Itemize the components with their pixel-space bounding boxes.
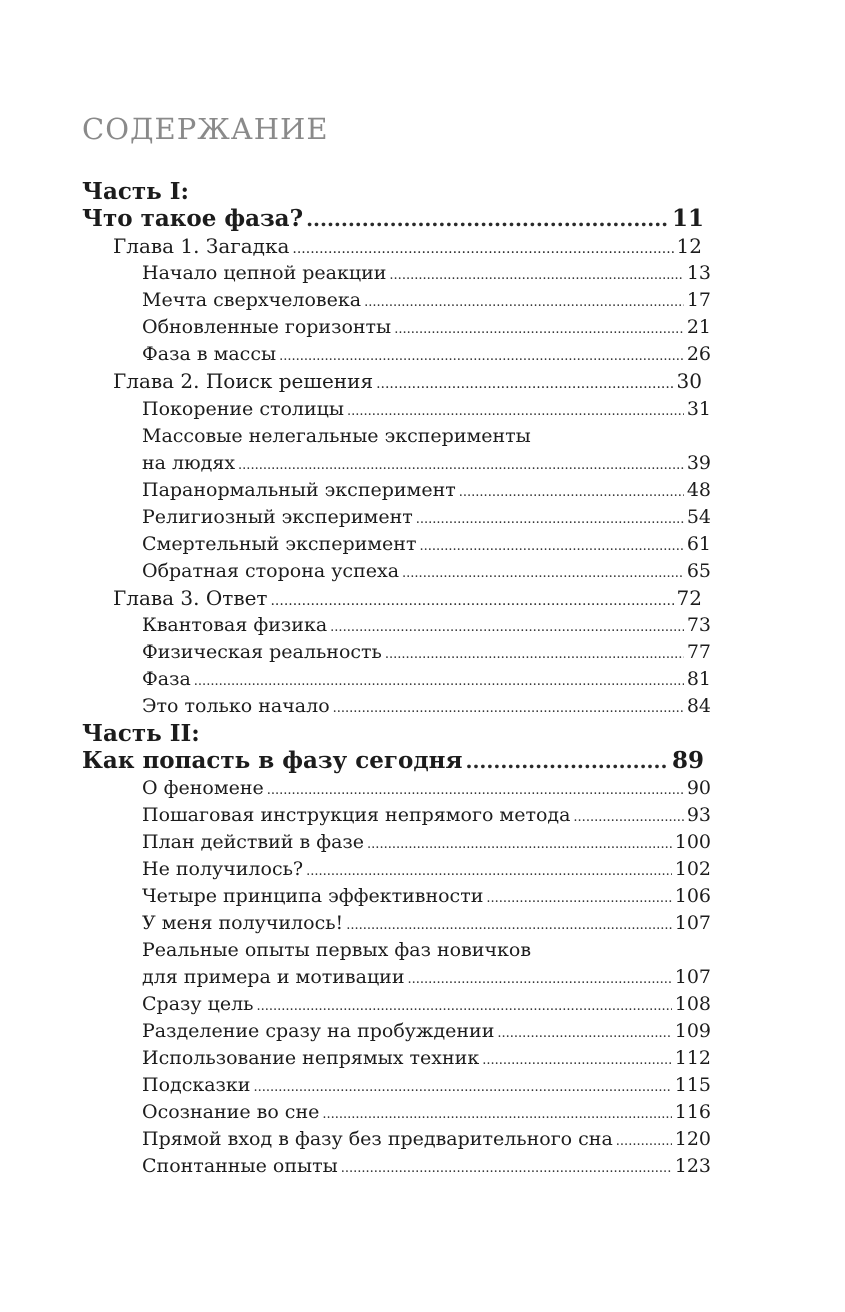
entry-title: О феномене (142, 777, 264, 799)
toc-entry[interactable] (142, 639, 711, 666)
page-number: 73 (686, 614, 711, 636)
toc-entry[interactable] (142, 504, 711, 531)
toc-entry[interactable] (142, 802, 711, 829)
toc-entry[interactable] (142, 775, 711, 802)
dot-leader (347, 398, 684, 425)
page-number: 120 (674, 1128, 711, 1150)
entry-title: Паранормальный эксперимент (142, 479, 456, 501)
entry-title: Что такое фаза? (82, 205, 304, 232)
toc-entry-first-line[interactable] (142, 937, 531, 964)
dot-leader (486, 885, 671, 912)
entry-title: Физическая реальность (142, 641, 382, 663)
part-2-label-text: Часть II: (82, 720, 200, 747)
entry-title: Глава 3. Ответ (113, 586, 268, 610)
page-number: 84 (686, 695, 711, 717)
entry-title: Реальные опыты первых фаз новичков (142, 939, 532, 961)
entry-title: Обратная сторона успеха (142, 560, 400, 582)
dot-leader (279, 343, 684, 370)
page-number: 102 (674, 858, 711, 880)
dot-leader (330, 614, 684, 641)
page-number: 108 (674, 993, 711, 1015)
dot-leader (333, 695, 684, 722)
entry-title: Обновленные горизонты (142, 316, 392, 338)
part-1-entry[interactable] (82, 205, 704, 232)
part-1-label (82, 178, 189, 205)
dot-leader (466, 748, 669, 775)
toc-entry[interactable] (142, 1153, 711, 1180)
entry-title: Начало цепной реакции (142, 262, 387, 284)
page-number: 112 (674, 1047, 711, 1069)
entry-title: Четыре принципа эффективности (142, 885, 484, 907)
page-number: 65 (686, 560, 711, 582)
page-number: 77 (686, 641, 711, 663)
entry-title: Глава 2. Поиск решения (113, 369, 374, 393)
dot-leader (376, 371, 673, 398)
toc-entry[interactable] (142, 1126, 711, 1153)
toc-entry[interactable] (142, 477, 711, 504)
dot-leader (341, 1155, 672, 1182)
entry-title: Фаза (142, 668, 191, 690)
toc-entry[interactable] (142, 396, 711, 423)
part-1-label-text: Часть I: (82, 178, 190, 205)
page-number: 107 (674, 912, 711, 934)
entry-title: Мечта сверхчеловека (142, 289, 362, 311)
toc-entry[interactable] (142, 341, 711, 368)
page-number: 100 (674, 831, 711, 853)
entry-title: Массовые нелегальные эксперименты (142, 425, 531, 447)
entry-title: Квантовая физика (142, 614, 328, 636)
dot-leader (346, 912, 672, 939)
dot-leader (306, 206, 669, 233)
entry-title: Не получилось? (142, 858, 304, 880)
entry-title: Пошаговая инструкция непрямого метода (142, 804, 571, 826)
page-number: 109 (674, 1020, 711, 1042)
entry-title: Смертельный эксперимент (142, 533, 417, 555)
toc-entry[interactable] (142, 1018, 711, 1045)
page-number: 123 (674, 1155, 711, 1177)
part-2-label (82, 720, 200, 747)
toc-entry[interactable] (142, 531, 711, 558)
page-number: 81 (686, 668, 711, 690)
page-number: 21 (686, 316, 711, 338)
entry-title: Религиозный эксперимент (142, 506, 413, 528)
toc-entry[interactable] (142, 1072, 711, 1099)
page-number: 31 (686, 398, 711, 420)
dot-leader (267, 777, 684, 804)
toc-entry[interactable] (142, 991, 711, 1018)
part-2-entry[interactable] (82, 747, 704, 774)
toc-entry[interactable] (142, 260, 711, 287)
entry-title: Осознание во сне (142, 1101, 320, 1123)
page-number: 72 (676, 586, 702, 610)
entry-title: Использование непрямых техник (142, 1047, 480, 1069)
page-number: 39 (686, 452, 711, 474)
dot-leader (385, 641, 684, 668)
page-number: 54 (686, 506, 711, 528)
toc-entry[interactable] (142, 612, 711, 639)
toc-entry-first-line[interactable] (142, 423, 531, 450)
toc-entry[interactable] (142, 910, 711, 937)
toc-entry[interactable] (142, 829, 711, 856)
page-number: 12 (676, 234, 702, 258)
entry-title: Разделение сразу на пробуждении (142, 1020, 495, 1042)
dot-leader (402, 560, 684, 587)
dot-leader (389, 262, 683, 289)
toc-entry[interactable] (142, 558, 711, 585)
toc-entry[interactable] (142, 287, 711, 314)
page-number: 13 (686, 262, 711, 284)
dot-leader (459, 479, 684, 506)
dot-leader (616, 1128, 672, 1155)
dot-leader (419, 533, 683, 560)
toc-entry[interactable] (142, 693, 711, 720)
dot-leader (367, 831, 672, 858)
toc-entry[interactable] (142, 1099, 711, 1126)
dot-leader (292, 236, 673, 263)
dot-leader (238, 452, 684, 479)
dot-leader (408, 966, 672, 993)
chapter-3-entry[interactable] (113, 585, 702, 612)
toc-entry[interactable] (142, 1045, 711, 1072)
dot-leader (364, 289, 684, 316)
dot-leader (306, 858, 672, 885)
dot-leader (270, 588, 673, 615)
dot-leader (257, 993, 672, 1020)
dot-leader (573, 804, 683, 831)
toc-entry[interactable] (142, 450, 711, 477)
entry-title: Спонтанные опыты (142, 1155, 338, 1177)
toc-entry[interactable] (142, 964, 711, 991)
page-number: 115 (674, 1074, 711, 1096)
entry-title: Как попасть в фазу сегодня (82, 747, 463, 774)
dot-leader (322, 1101, 671, 1128)
page-number: 90 (686, 777, 711, 799)
page-number: 106 (674, 885, 711, 907)
page-number: 11 (671, 205, 704, 232)
entry-title: Фаза в массы (142, 343, 277, 365)
chapter-2-entry[interactable] (113, 368, 702, 395)
page-number: 26 (686, 343, 711, 365)
toc-entry[interactable] (142, 314, 711, 341)
toc-entry[interactable] (142, 883, 711, 910)
toc-entry[interactable] (142, 666, 711, 693)
dot-leader (253, 1074, 671, 1101)
page-number: 116 (674, 1101, 711, 1123)
entry-title: Подсказки (142, 1074, 251, 1096)
page-title: СОДЕРЖАНИЕ (82, 112, 329, 146)
entry-title: Сразу цель (142, 993, 254, 1015)
entry-title: Глава 1. Загадка (113, 234, 290, 258)
toc-entry[interactable] (142, 856, 711, 883)
page-number: 61 (686, 533, 711, 555)
page-number: 30 (676, 369, 702, 393)
entry-title: У меня получилось! (142, 912, 344, 934)
entry-title: Прямой вход в фазу без предварительного сна (142, 1128, 613, 1150)
dot-leader (394, 316, 684, 343)
entry-title: для примера и мотивации (142, 966, 405, 988)
page-number: 17 (686, 289, 711, 311)
page-number: 48 (686, 479, 711, 501)
dot-leader (194, 668, 684, 695)
page-number: 107 (674, 966, 711, 988)
page-number: 89 (671, 747, 704, 774)
chapter-1-entry[interactable] (113, 233, 702, 260)
dot-leader (482, 1047, 672, 1074)
entry-title: План действий в фазе (142, 831, 365, 853)
entry-title: Это только начало (142, 695, 330, 717)
dot-leader (416, 506, 684, 533)
page-number: 93 (686, 804, 711, 826)
entry-title: на людях (142, 452, 236, 474)
dot-leader (497, 1020, 671, 1047)
entry-title: Покорение столицы (142, 398, 345, 420)
